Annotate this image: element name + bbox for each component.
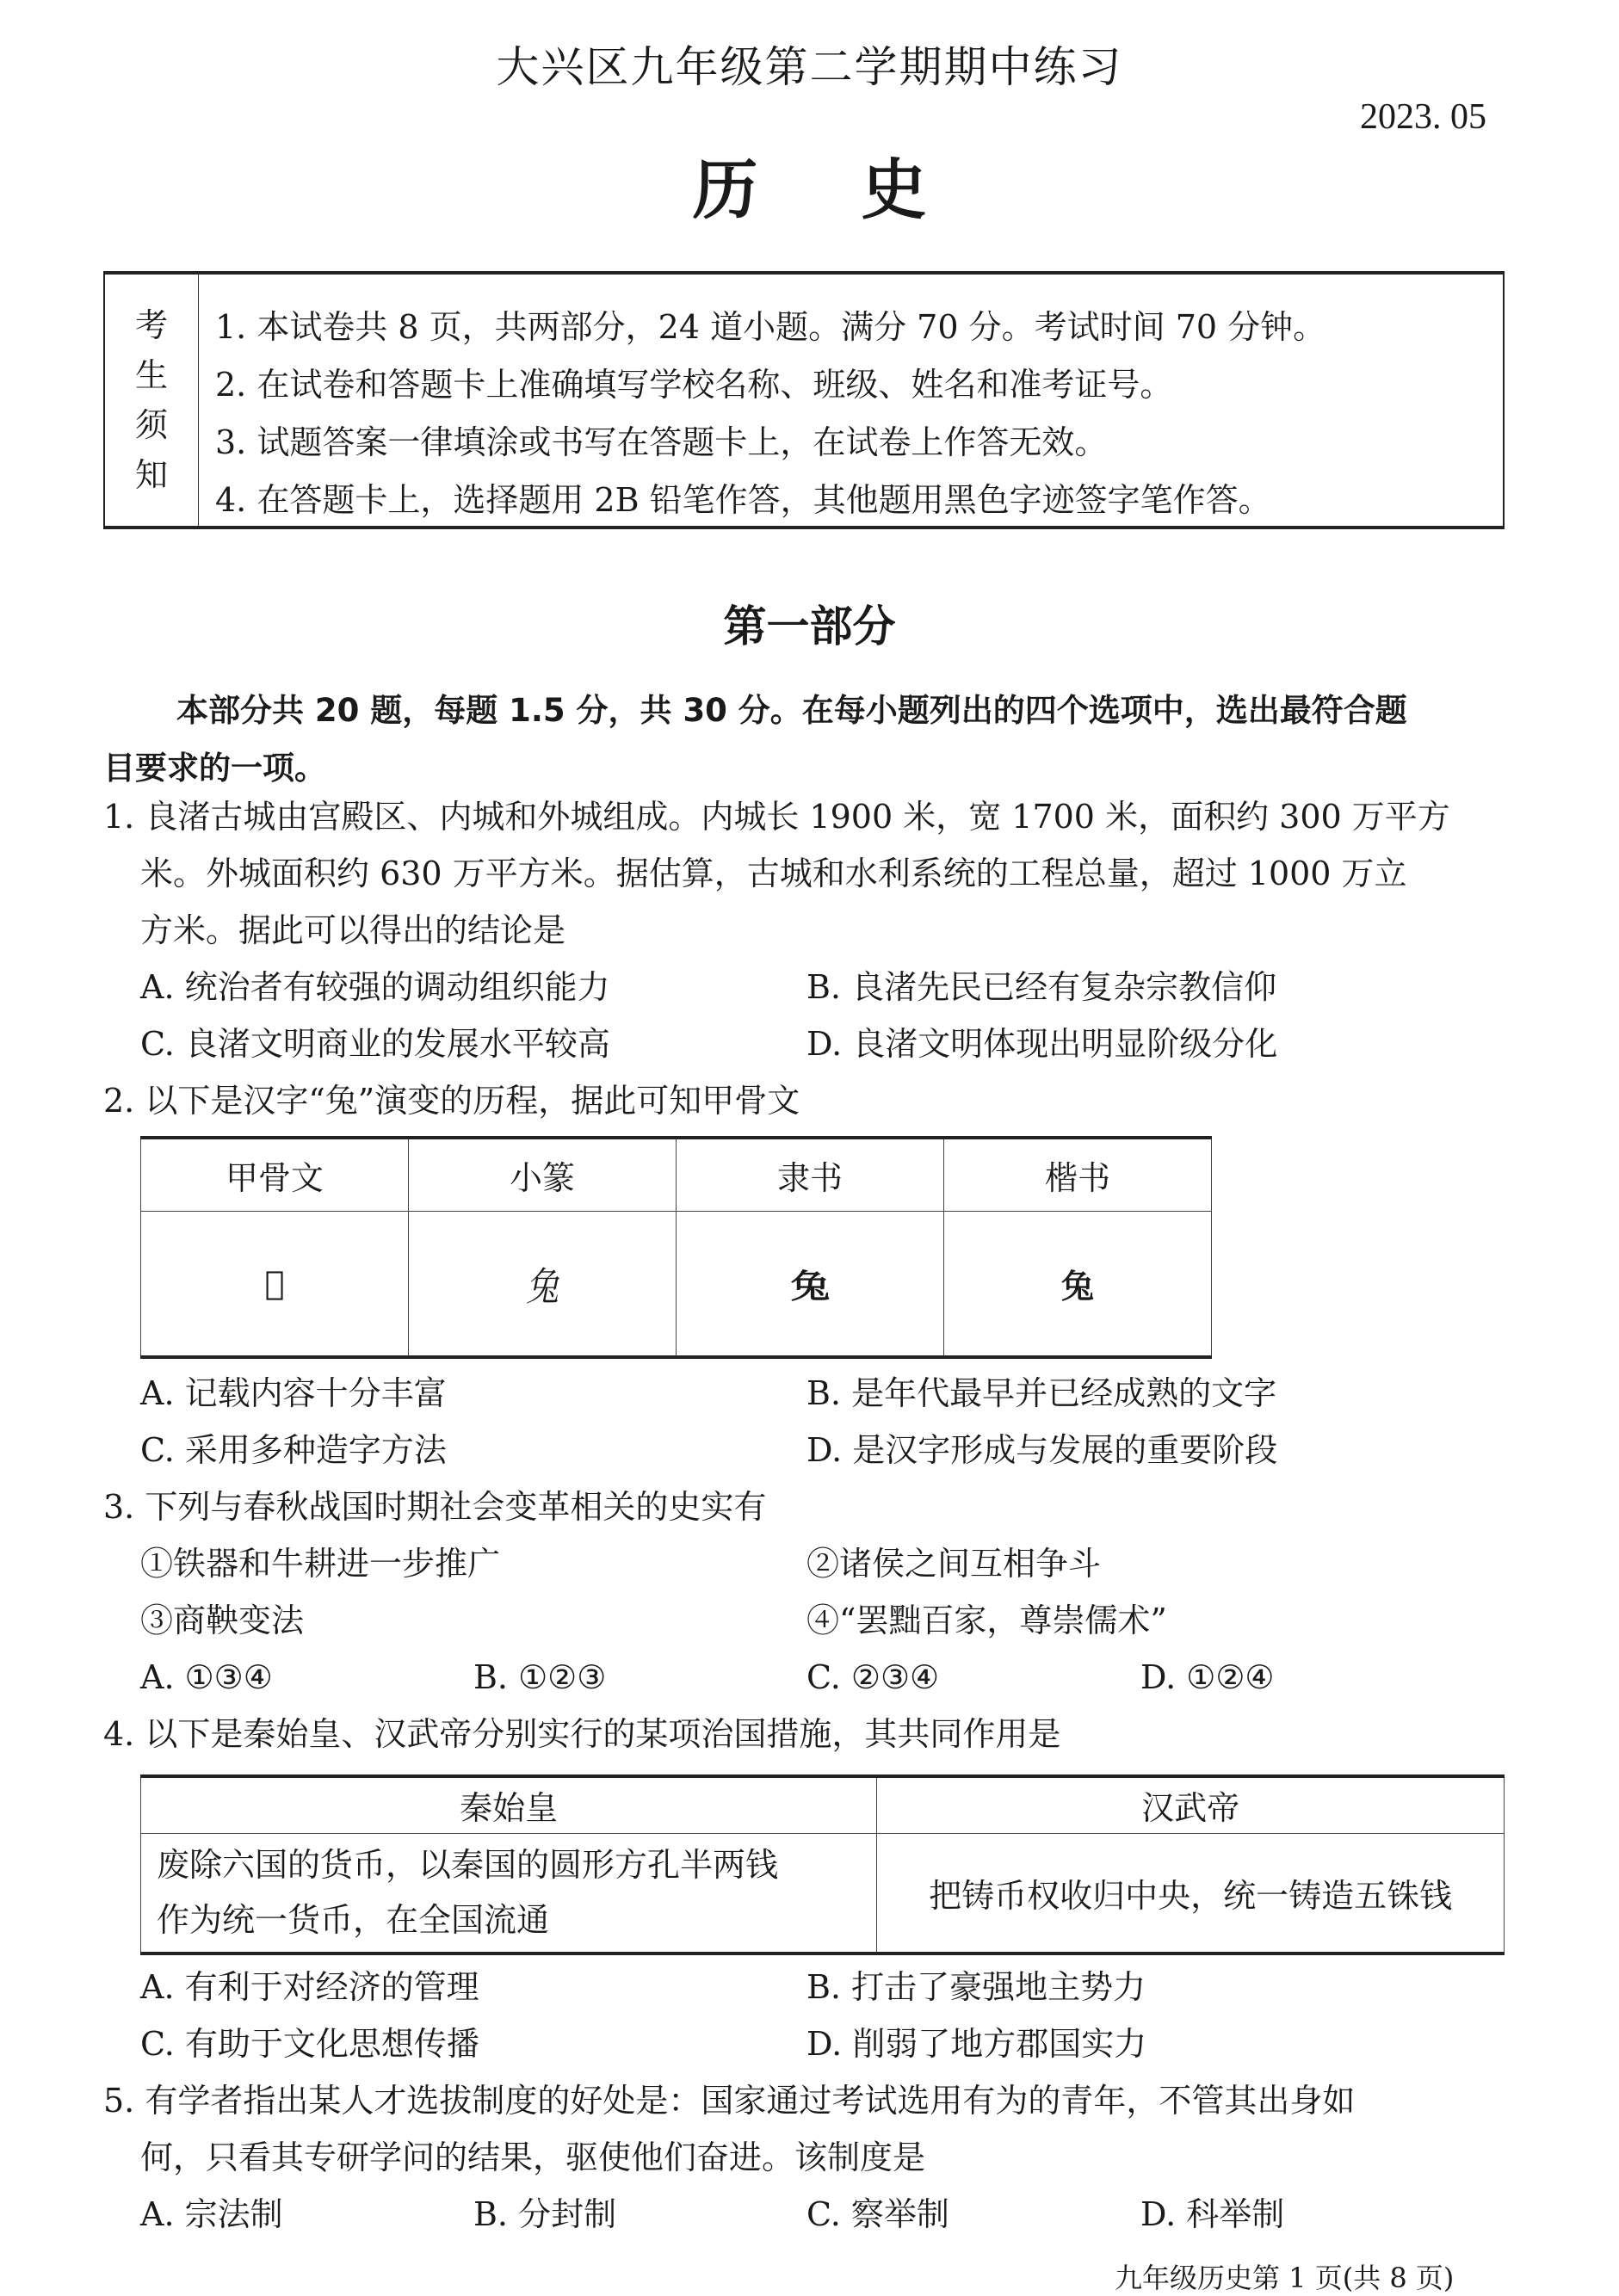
q2-glyph-clerical: 兔 xyxy=(649,1211,970,1357)
q2-glyph-oracle: 𢀚 xyxy=(141,1211,409,1357)
q2-header-regular: 楷书 xyxy=(944,1138,1212,1211)
part1-heading: 第一部分 xyxy=(723,602,896,651)
subject-char: 史 xyxy=(861,151,927,228)
q4-cell-qin-line: 废除六国的货币，以秦国的圆形方孔半两钱 xyxy=(157,1846,779,1885)
q3-option-b[interactable]: B. ①②③ xyxy=(473,1658,607,1696)
q2-header-oracle: 甲骨文 xyxy=(141,1138,409,1211)
exam-title: 大兴区九年级第二学期期中练习 xyxy=(496,42,1123,92)
q1-option-a[interactable]: A. 统治者有较强的调动组织能力 xyxy=(140,968,610,1006)
notice-item: 2. 在试卷和答题卡上准确填写学校名称、班级、姓名和准考证号。 xyxy=(215,366,1173,404)
notice-item: 1. 本试卷共 8 页，共两部分，24 道小题。满分 70 分。考试时间 70 分钟。 xyxy=(215,308,1326,346)
q3-item: ③商鞅变法 xyxy=(140,1602,305,1639)
q3-option-d[interactable]: D. ①②④ xyxy=(1140,1658,1275,1696)
q4-option-c[interactable]: C. 有助于文化思想传播 xyxy=(140,2025,479,2063)
q1-option-c[interactable]: C. 良渚文明商业的发展水平较高 xyxy=(140,1025,610,1063)
q5-stem-line: 何，只看其专研学问的结果，驱使他们奋进。该制度是 xyxy=(140,2139,926,2176)
q3-item: ④“罢黜百家，尊崇儒术” xyxy=(806,1602,1167,1639)
notice-label-char: 知 xyxy=(134,456,168,494)
q3-item: ①铁器和牛耕进一步推广 xyxy=(140,1545,501,1583)
q5-option-b[interactable]: B. 分封制 xyxy=(473,2195,617,2233)
q4-option-d[interactable]: D. 削弱了地方郡国实力 xyxy=(806,2025,1147,2063)
q4-option-a[interactable]: A. 有利于对经济的管理 xyxy=(140,1968,479,2006)
q4-option-b[interactable]: B. 打击了豪强地主势力 xyxy=(806,1968,1146,2006)
q2-option-c[interactable]: C. 采用多种造字方法 xyxy=(140,1431,447,1469)
part1-intro-line: 目要求的一项。 xyxy=(103,750,326,787)
q5-option-c[interactable]: C. 察举制 xyxy=(806,2195,949,2233)
q4-cell-qin xyxy=(141,1833,877,1953)
q2-option-d[interactable]: D. 是汉字形成与发展的重要阶段 xyxy=(806,1431,1278,1469)
q1-stem-line: 1. 良渚古城由宫殿区、内城和外城组成。内城长 1900 米，宽 1700 米，面积约 300 万平方 xyxy=(103,798,1450,836)
q4-header-han: 汉武帝 xyxy=(877,1776,1505,1833)
q4-stem: 4. 以下是秦始皇、汉武帝分别实行的某项治国措施，其共同作用是 xyxy=(103,1715,1061,1753)
q4-cell-qin-line: 作为统一货币，在全国流通 xyxy=(157,1901,550,1940)
page-footer: 九年级历史第 1 页(共 8 页) xyxy=(1115,2262,1455,2294)
q2-stem: 2. 以下是汉字“兔”演变的历程，据此可知甲骨文 xyxy=(103,1082,800,1120)
q2-header-clerical: 隶书 xyxy=(677,1138,944,1211)
q2-header-seal: 小篆 xyxy=(409,1138,677,1211)
q1-option-d[interactable]: D. 良渚文明体现出明显阶级分化 xyxy=(806,1025,1278,1063)
q3-item: ②诸侯之间互相争斗 xyxy=(806,1545,1102,1583)
notice-label-char: 须 xyxy=(134,406,168,444)
exam-date: 2023. 05 xyxy=(1360,97,1486,137)
q2-glyph-regular: 兔 xyxy=(944,1211,1212,1357)
q3-option-c[interactable]: C. ②③④ xyxy=(806,1658,940,1696)
q1-stem-line: 方米。据此可以得出的结论是 xyxy=(140,911,566,949)
q4-policy-table xyxy=(140,1774,1505,1955)
notice-item: 4. 在答题卡上，选择题用 2B 铅笔作答，其他题用黑色字迹签字笔作答。 xyxy=(215,481,1271,519)
q4-header-qin: 秦始皇 xyxy=(141,1776,877,1833)
q2-glyph-seal: 兔 xyxy=(409,1196,677,1372)
part1-intro-line: 本部分共 20 题，每题 1.5 分，共 30 分。在每小题列出的四个选项中，选出最符合题 xyxy=(176,692,1407,729)
q5-option-d[interactable]: D. 科举制 xyxy=(1140,2195,1285,2233)
notice-label xyxy=(105,275,199,526)
q2-option-a[interactable]: A. 记载内容十分丰富 xyxy=(140,1374,447,1412)
subject-title xyxy=(0,138,1619,231)
q1-option-b[interactable]: B. 良渚先民已经有复杂宗教信仰 xyxy=(806,968,1277,1006)
q5-stem-line: 5. 有学者指出某人才选拔制度的好处是：国家通过考试选用有为的青年，不管其出身如 xyxy=(103,2082,1356,2120)
exam-notice-box xyxy=(103,271,1505,529)
q1-stem-line: 米。外城面积约 630 万平方米。据估算，古城和水利系统的工程总量，超过 1000 万立 xyxy=(140,855,1407,892)
notice-label-char: 生 xyxy=(134,356,168,394)
notice-label-char: 考 xyxy=(134,306,168,344)
notice-item: 3. 试题答案一律填涂或书写在答题卡上，在试卷上作答无效。 xyxy=(215,423,1108,461)
q5-option-a[interactable]: A. 宗法制 xyxy=(140,2195,283,2233)
q3-stem: 3. 下列与春秋战国时期社会变革相关的史实有 xyxy=(103,1488,767,1526)
q4-cell-han: 把铸币权收归中央，统一铸造五铢钱 xyxy=(877,1833,1505,1953)
q2-script-table xyxy=(140,1136,1212,1359)
subject-char: 历 xyxy=(692,151,758,228)
q3-option-a[interactable]: A. ①③④ xyxy=(140,1658,273,1696)
q2-option-b[interactable]: B. 是年代最早并已经成熟的文字 xyxy=(806,1374,1277,1412)
notice-items xyxy=(215,299,1325,529)
